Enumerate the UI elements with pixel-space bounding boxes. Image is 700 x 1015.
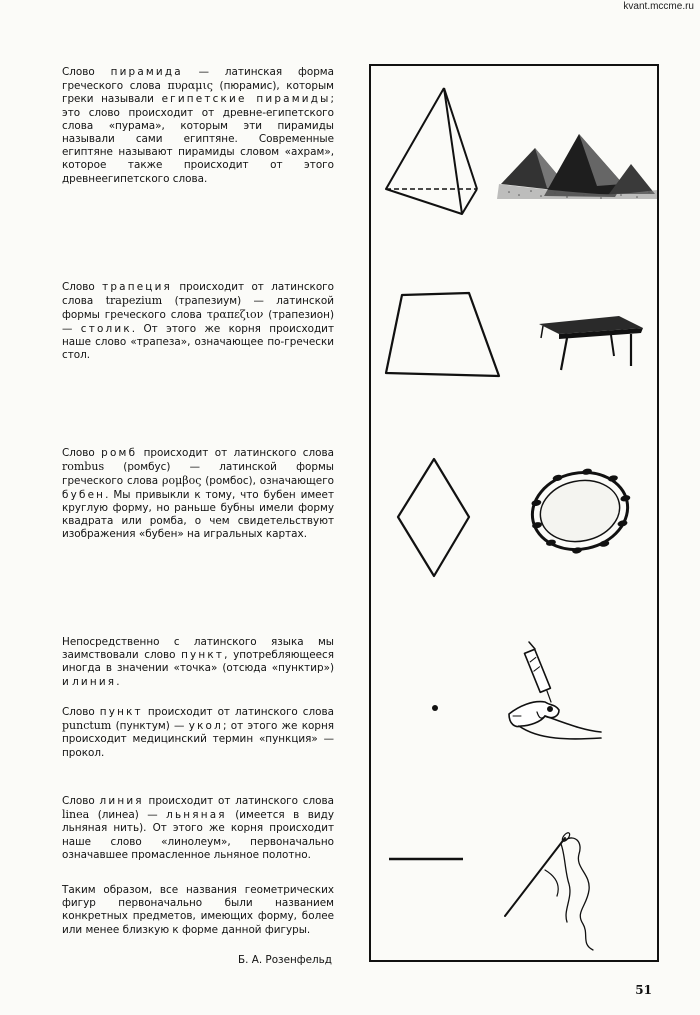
term-table: столик xyxy=(80,322,132,335)
paragraph-point: Слово пункт происходит от латинского слова punctum (пунктум) — укол; от этого же корня происходит медицинский термин «пункция» — прокол. xyxy=(62,706,334,759)
paragraph-trapezoid: Слово трапеция происходит от латинского слова trapezium (трапезиум) — латинской формы греческого слова τραπεζιον (трапезион) — столик. От этого же корня происходит наше слово «трапеза», означающее по-гречески стол. xyxy=(62,281,334,362)
illustrations xyxy=(369,64,659,962)
term-linen: льняная xyxy=(166,809,227,822)
term-rhombus: ромб xyxy=(101,447,138,459)
term-line: линия xyxy=(72,675,117,688)
paragraph-line: Слово линия происходит от латинского слова linea (линеа) — льняная (имеется в виду льняная нить). От этого же корня происходит наше слово «линолеум», первоначально означавшее промасленное льняное полотно. xyxy=(62,795,334,861)
term-trapezoid: трапеция xyxy=(102,281,172,293)
dot-point xyxy=(432,705,438,711)
term-point-2: пункт xyxy=(99,706,143,718)
greek-rombos: ρομβος xyxy=(162,474,202,488)
table xyxy=(539,316,643,370)
greek-pyramis: πυραμις xyxy=(167,79,213,93)
term-egyptian-pyramids: египетские пирамиды xyxy=(161,93,331,106)
pyramid-shape xyxy=(386,88,477,214)
greek-trapezion: τραπεζιον xyxy=(206,308,264,322)
author-signature: Б. А. Розенфельд xyxy=(237,954,332,966)
latin-trapezium: trapezium xyxy=(105,294,163,308)
paragraph-conclusion: Таким образом, все названия геометрических фигур первоначально были названием конкретных предметов, имеющих форму, более или менее близкую к форме данной фигуры. xyxy=(62,884,334,936)
latin-punctum: punctum xyxy=(62,719,112,733)
paragraph-pyramid: Слово пирамида — латинская форма греческого слова πυραμις (пюрамис), которым греки называли египетские пирамиды; это слово происходит от древне-египетского слова «пурама», которым эти пирамиды называли сами египтяне. Современные египтяне называют пирамиды словом «ахрам», которое также происходит от этого древнеегипетского слова. xyxy=(62,66,334,185)
trapezoid-shape xyxy=(386,293,499,376)
paragraph-point-intro: Непосредственно с латинского языка мы заимствовали слово пункт, употребляющееся иногда в значении «точка» (отсюда «пунктир») и линия. xyxy=(62,636,334,688)
page-number: 51 xyxy=(635,983,652,997)
tambourine xyxy=(523,461,640,561)
paragraph-rhombus: Слово ромб происходит от латинского слова rombus (ромбус) — латинской формы греческого слова ρομβος (ромбос), означающего бубен. Мы привыкли к тому, что бубен имеет круглую форму, но раньше бубны имели форму квадрата или ромба, о чем свидетельствуют изображения «бубен» на игральных картах. xyxy=(62,447,335,541)
term-tambourine: бубен xyxy=(62,488,106,501)
site-url: kvant.mccme.ru xyxy=(623,1,694,12)
needle-thread xyxy=(505,832,593,950)
egyptian-pyramids xyxy=(497,134,657,199)
syringe-hand xyxy=(509,642,601,739)
term-pyramid: пирамида xyxy=(110,66,183,78)
latin-linea: linea xyxy=(62,808,90,822)
term-point: пункт xyxy=(181,649,225,662)
rhombus-shape xyxy=(398,459,469,576)
latin-rombus: rombus xyxy=(62,460,105,474)
term-prick: укол xyxy=(188,720,223,733)
term-line-2: линия xyxy=(99,795,144,807)
